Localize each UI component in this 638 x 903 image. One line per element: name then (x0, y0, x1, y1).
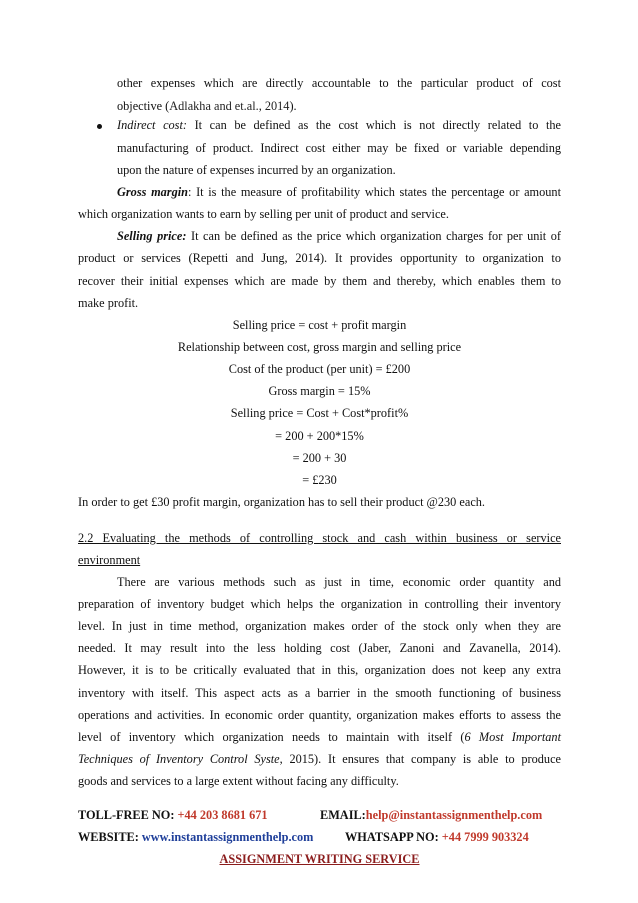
paragraph-line: operations and activities. In economic order quantity, organization makes efforts to assess the (78, 708, 561, 722)
formula-line: = 200 + 200*15% (275, 429, 364, 443)
footer-tollfree: TOLL-FREE NO: +44 203 8681 671 (78, 808, 268, 822)
paragraph-line: Techniques of Inventory Control Syste, 2015). It ensures that company is able to produce (78, 752, 561, 766)
selling-price-definition: Selling price: It can be defined as the price which organization charges for per unit of (117, 229, 561, 243)
paragraph-line: other expenses which are directly accountable to the particular product of cost (117, 76, 561, 90)
website-link[interactable]: www.instantassignmenthelp.com (141, 830, 314, 844)
assignment-service-link[interactable]: ASSIGNMENT WRITING SERVICE (219, 852, 420, 866)
citation: Techniques of Inventory Control Syste (78, 752, 280, 766)
formula-line: Selling price = Cost + Cost*profit% (230, 406, 409, 420)
section-heading: environment (78, 553, 141, 567)
citation: 6 Most Important (464, 730, 561, 744)
paragraph-line: needed. It may result into the less holding cost (Jaber, Zanoni and Zavanella, 2014). (78, 641, 561, 655)
section-heading: 2.2 Evaluating the methods of controlling stock and cash within business or service (78, 531, 561, 545)
footer-website: WEBSITE: www.instantassignmenthelp.com (78, 830, 314, 844)
paragraph-line: However, it is to be critically evaluated that in this, organization does not keep any extra (78, 663, 561, 677)
term-selling-price: Selling price: (117, 229, 187, 243)
paragraph-line: preparation of inventory budget which helps the organization in controlling their inventory (78, 597, 561, 611)
paragraph-line: product or services (Repetti and Jung, 2014). It provides opportunity to organization to (78, 251, 561, 265)
formula-line: Selling price = cost + profit margin (232, 318, 407, 332)
formula-line: = 200 + 30 (292, 451, 347, 465)
paragraph-line: which organization wants to earn by selling per unit of product and service. (78, 207, 449, 221)
term-indirect-cost: Indirect cost: (117, 118, 187, 132)
citation: Adlakha and et.al., 2014 (169, 99, 290, 113)
paragraph-line: goods and services to a large extent without facing any difficulty. (78, 774, 399, 788)
paragraph-line: level. In just in time method, organization makes order of the stock only when they are (78, 619, 561, 633)
formula-line: Cost of the product (per unit) = £200 (228, 362, 411, 376)
paragraph-line: There are various methods such as just in time, economic order quantity and (117, 575, 561, 589)
footer-whatsapp: WHATSAPP NO: +44 7999 903324 (345, 830, 529, 844)
formula-line: Gross margin = 15% (268, 384, 371, 398)
bullet-item-indirect-cost: Indirect cost: It can be defined as the cost which is not directly related to the (117, 118, 561, 132)
formula-line: = £230 (302, 473, 337, 487)
paragraph-line: upon the nature of expenses incurred by an organization. (117, 163, 396, 177)
paragraph-line: objective (Adlakha and et.al., 2014). (117, 99, 297, 113)
formula-line: Relationship between cost, gross margin and selling price (177, 340, 462, 354)
paragraph-line: In order to get £30 profit margin, organization has to sell their product @230 each. (78, 495, 485, 509)
paragraph-line: level of inventory which organization needs to maintain with itself (6 Most Important (78, 730, 561, 744)
tollfree-number[interactable]: +44 203 8681 671 (177, 808, 268, 822)
gross-margin-definition: Gross margin: It is the measure of profitability which states the percentage or amount (117, 185, 561, 199)
email-link[interactable]: help@instantassignmenthelp.com (365, 808, 543, 822)
term-gross-margin: Gross margin (117, 185, 188, 199)
bullet-icon (97, 124, 102, 129)
footer-email: EMAIL:help@instantassignmenthelp.com (320, 808, 543, 822)
whatsapp-number[interactable]: +44 7999 903324 (441, 830, 529, 844)
paragraph-line: manufacturing of product. Indirect cost either may be fixed or variable depending (117, 141, 561, 155)
paragraph-line: inventory with itself. This aspect acts as a barrier in the smooth functioning of business (78, 686, 561, 700)
paragraph-line: make profit. (78, 296, 139, 310)
paragraph-line: recover their initial expenses which are made by them and thereby, which enables them to (78, 274, 561, 288)
